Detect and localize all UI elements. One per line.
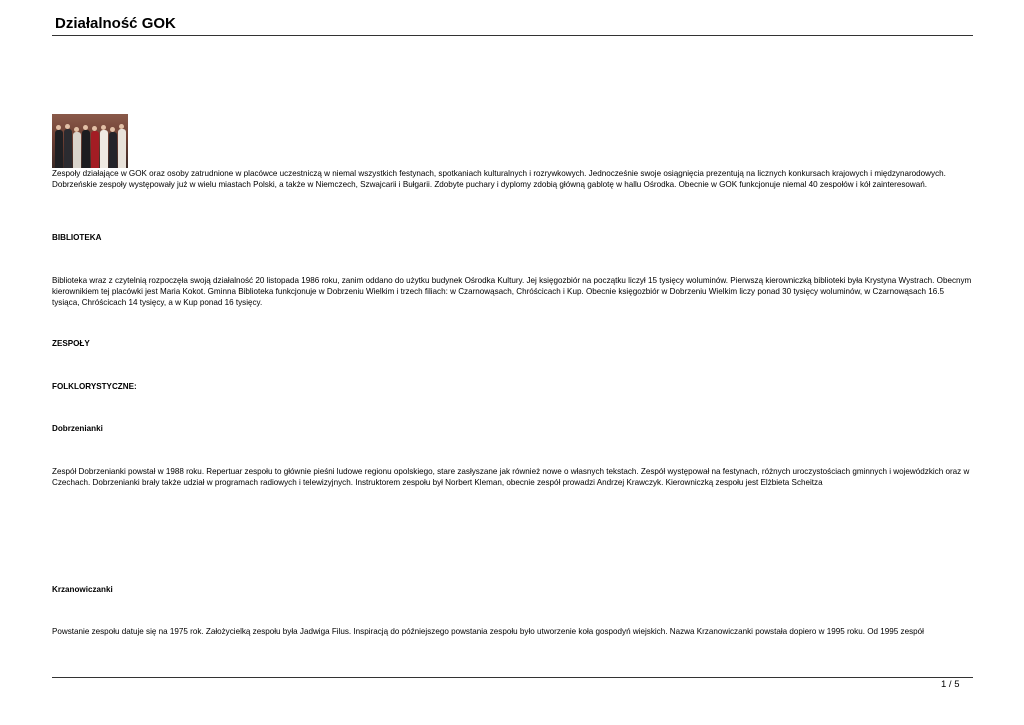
header-divider — [52, 35, 973, 36]
page-title: Działalność GOK — [55, 15, 176, 32]
heading-dobrzenianki: Dobrzenianki — [52, 424, 103, 433]
footer-divider — [52, 677, 973, 678]
intro-paragraph: Zespoły działające w GOK oraz osoby zatrudnione w placówce uczestniczą w niemal wszystkich festynach, spotkaniach kulturalnych i rozrywkowych. Jednocześnie swoje osiągnięcia prezentują na licznych konkursach krajowych i międzynarodowych. Dobrzeńskie zespoły występowały już w wielu miastach Polski, a także w Niemczech, Szwajcarii i Bułgarii. Zdobyte puchary i dyplomy zdobią główną gablotę w hallu Ośrodka. Obecnie w GOK funkcjonuje niemal 40 zespołów i kół zainteresowań. — [52, 169, 946, 189]
page-number: 1 / 5 — [941, 679, 960, 690]
biblioteka-paragraph: Biblioteka wraz z czytelnią rozpoczęła swoją działalność 20 listopada 1986 roku, zanim oddano do użytku budynek Ośrodka Kultury. Jej księgozbiór na początku liczył 15 tysięcy woluminów. Pierwszą kierowniczką biblioteki była Krystyna Wystrach. Obecnym kierownikiem tej placówki jest Maria Kokot. Gminna Biblioteka funkcjonuje w Dobrzeniu Wielkim i trzech filiach: w Czarnowąsach, Chróścicach i Kup. Obecnie księgozbiór w Dobrzeniu Wielkim liczy ponad 30 tysięcy woluminów, w Czarnowąsach 16.5 tysiąca, Chróścicach 14 tysięcy, a w Kup ponad 16 tysięcy. — [52, 276, 972, 307]
heading-zespoly: ZESPOŁY — [52, 339, 90, 348]
heading-folklorystyczne: FOLKLORYSTYCZNE: — [52, 382, 137, 391]
group-photo-image — [52, 114, 128, 168]
heading-krzanowiczanki: Krzanowiczanki — [52, 585, 113, 594]
dobrzenianki-paragraph: Zespół Dobrzenianki powstał w 1988 roku. Repertuar zespołu to głównie pieśni ludowe regionu opolskiego, stare zasłyszane jak również nowe o własnych tekstach. Zespół występował na festynach, różnych uroczystościach gminnych i wojewódzkich oraz w Czechach. Dobrzenianki brały także udział w programach radiowych i telewizyjnych. Instruktorem zespołu był Norbert Kleman, obecnie zespół prowadzi Andrzej Krawczyk. Kierowniczką zespołu jest Elżbieta Scheitza — [52, 467, 970, 487]
krzanowiczanki-paragraph: Powstanie zespołu datuje się na 1975 rok. Założycielką zespołu była Jadwiga Filus. Inspiracją do późniejszego powstania zespołu było utworzenie koła gospodyń wiejskich. Nazwa Krzanowiczanki powstała dopiero w 1995 roku. Od 1995 zespół — [52, 627, 924, 636]
heading-biblioteka: BIBLIOTEKA — [52, 233, 102, 242]
